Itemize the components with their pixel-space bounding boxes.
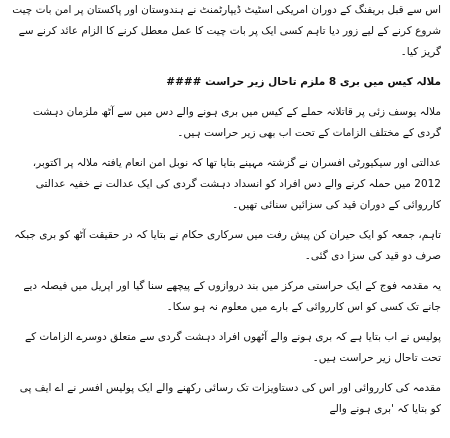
paragraph-5: پولیس نے اب بتایا ہے کہ بری ہونے والے آٹھوں افراد دہشت گردی سے متعلق دوسرے الزامات کے تحت تاحال زیر حراست ہیں۔ — [24, 331, 441, 364]
subheading: ملالہ کیس میں بری 8 ملزم تاحال زیر حراست #### — [166, 76, 441, 88]
paragraph-4: یہ مقدمہ فوج کے ایک حراستی مرکز میں بند دروازوں کے پیچھے سنا گیا اور اپریل میں فیصلہ دیے جانے تک کسی کو اس کارروائی کے بارے میں معلوم نہ ہو سکا۔ — [23, 280, 441, 313]
paragraph-3: تاہم، جمعہ کو ایک حیران کن پیش رفت میں سرکاری حکام نے بتایا کہ در حقیقت آٹھ کو بری جبکہ صرف دو قید کی سزا دی گئی۔ — [14, 229, 441, 262]
paragraph-intro: اس سے قبل بریفنگ کے دوران امریکی اسٹیٹ ڈیپارٹمنٹ نے ہندوستان اور پاکستان پر امن بات چیت شروع کرنے کے لیے زور دیا تاہم کسی ایک پر بات چیت کا عمل معطل کرنے کا الزام عائد کرنے سے گریز کیا۔ — [12, 4, 441, 58]
paragraph-6: مقدمہ کی کارروائی اور اس کی دستاویزات تک رسائی رکھنے والے ایک پولیس افسر نے اے ایف پی کو بتایا کہ 'بری ہونے والے — [19, 382, 441, 415]
paragraph-2: عدالتی اور سیکیورٹی افسران نے گزشتہ مہینے بتایا تھا کہ نوبل امن انعام یافتہ ملالہ پر اکتوبر، 2012 میں حملہ کرنے والے دس افراد کو انسداد دہشت گردی کی ایک عدالت نے خفیہ عدالتی کارروائی کے دوران قید کی سزائیں سنائی تھیں۔ — [32, 157, 441, 211]
paragraph-1: ملالہ یوسف زئی پر قاتلانہ حملے کے کیس میں بری ہونے والے دس میں سے آٹھ ملزمان دہشت گردی کے مختلف الزامات کے تحت اب بھی زیر حراست ہیں۔ — [32, 106, 441, 139]
